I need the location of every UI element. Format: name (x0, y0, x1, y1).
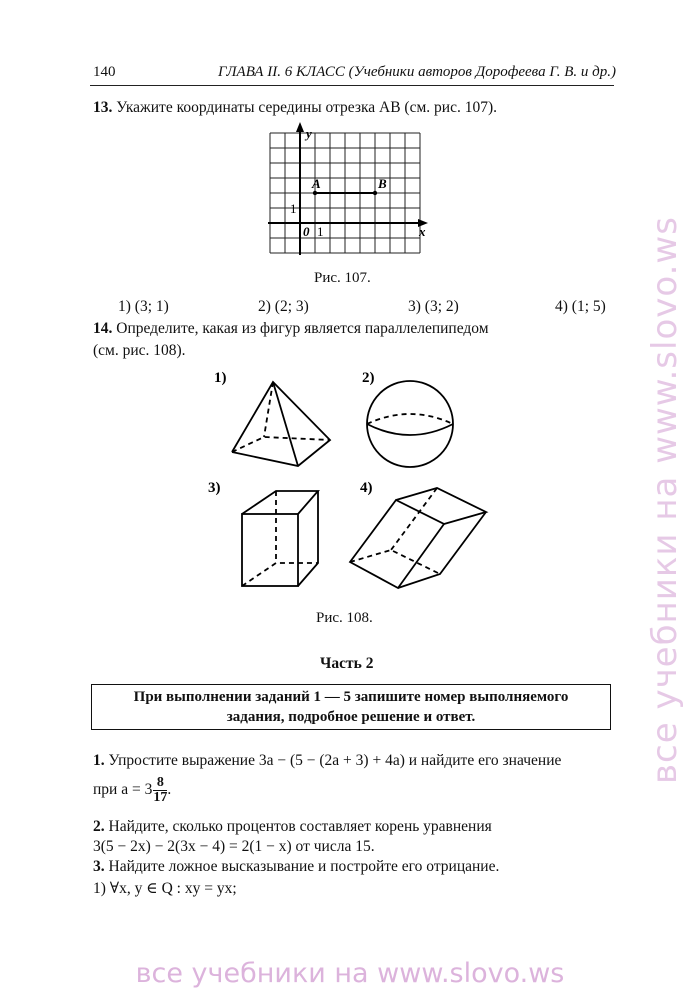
running-title: ГЛАВА II. 6 КЛАСС (Учебники авторов Дорофеева Г. В. и др.) (218, 64, 616, 80)
problem-text: Упростите выражение 3a − (5 − (2a + 3) + 4a) и найдите его значение (108, 752, 562, 769)
question-number: 13. (93, 99, 113, 116)
instruction-line2: задания, подробное решение и ответ. (226, 709, 476, 725)
bottom-watermark: все учебники на www.slovo.ws (135, 958, 565, 989)
part-2-title: Часть 2 (320, 655, 374, 672)
y-unit-label: 1 (290, 201, 297, 216)
x-axis-label: x (419, 224, 426, 239)
answer-option-3: 3) (3; 2) (408, 298, 459, 315)
coordinate-grid-figure (260, 120, 440, 265)
problem-1-line2 (93, 776, 171, 805)
page-number: 140 (93, 64, 116, 80)
problem-2 (93, 818, 492, 836)
figure-107-caption: Рис. 107. (314, 270, 371, 286)
pyramid-shape (232, 382, 330, 466)
question-13 (93, 99, 497, 117)
fraction-numerator: 8 (153, 776, 167, 791)
mixed-fraction (153, 776, 167, 805)
solids-figure (200, 362, 500, 607)
problem-text: Найдите ложное высказывание и постройте его отрицание. (108, 858, 500, 875)
problem-1-period: . (167, 781, 172, 799)
point-b-label: B (378, 176, 387, 191)
question-text: Укажите координаты середины отрезка AB (см. рис. 107). (116, 99, 497, 116)
problem-1 (93, 752, 561, 770)
point-a-label: A (312, 176, 321, 191)
point-a (313, 191, 317, 195)
prism-shape (242, 491, 318, 586)
answer-option-1: 1) (3; 1) (118, 298, 169, 315)
y-axis-arrow (296, 122, 304, 132)
instruction-box (91, 684, 611, 730)
problem-text: Найдите, сколько процентов составляет корень уравнения (108, 818, 492, 835)
fraction-denominator: 17 (153, 790, 168, 805)
side-watermark: все учебники на www.slovo.ws (645, 216, 685, 784)
solid-label-3: 3) (208, 480, 221, 496)
question-text-line2: (см. рис. 108). (93, 342, 186, 359)
instruction-line1: При выполнении заданий 1 — 5 запишите номер выполняемого (133, 689, 569, 705)
x-unit-label: 1 (317, 224, 324, 239)
solid-label-4: 4) (360, 480, 373, 496)
solid-label-2: 2) (362, 370, 375, 386)
problem-2-equation: 3(5 − 2x) − 2(3x − 4) = 2(1 − x) от числа 15. (93, 838, 375, 855)
problem-3-statement: 1) ∀x, y ∈ Q : xy = yx; (93, 880, 237, 897)
figure-108-caption: Рис. 108. (316, 610, 373, 626)
sphere-shape (367, 381, 453, 467)
problem-number: 3. (93, 858, 105, 875)
question-text-line1: Определите, какая из фигур является параллелепипедом (116, 320, 489, 337)
y-axis-label: y (306, 126, 312, 141)
question-14 (93, 320, 489, 338)
problem-1-condition: при a = 3 (93, 781, 153, 799)
answer-option-2: 2) (2; 3) (258, 298, 309, 315)
parallelepiped-shape (350, 488, 486, 588)
problem-number: 2. (93, 818, 105, 835)
point-b (373, 191, 377, 195)
problem-3 (93, 858, 499, 876)
problem-number: 1. (93, 752, 105, 769)
answer-option-4: 4) (1; 5) (555, 298, 606, 315)
question-number: 14. (93, 320, 113, 337)
solid-label-1: 1) (214, 370, 227, 386)
header-rule (90, 85, 614, 86)
origin-label: 0 (303, 224, 310, 239)
